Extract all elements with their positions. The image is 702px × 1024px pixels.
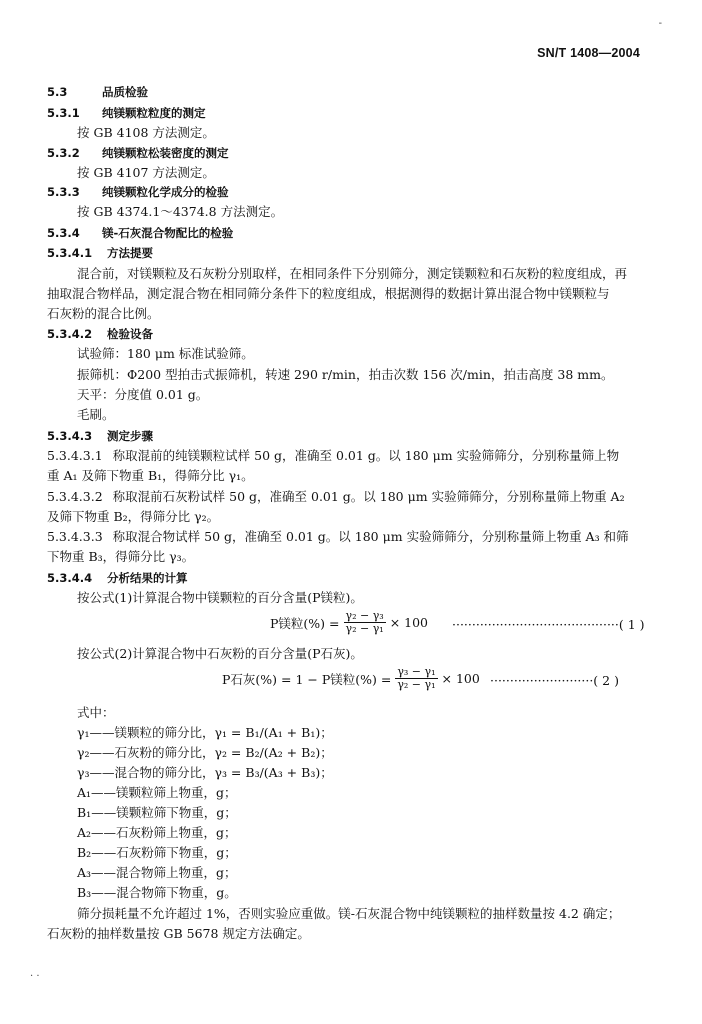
formula-2-number: ··························( 2 ) [490,673,619,688]
definition-item: γ₂——石灰粉的筛分比，γ₂ = B₂/(A₂ + B₂)； [77,745,333,760]
step-5-3-4-3-2: 5.3.4.3.2 称取混前石灰粉试样 50 g，准确至 0.01 g。以 180 μm 实验筛筛分，分别称量筛上物重 A₂ [47,489,625,504]
paragraph-line: 抽取混合物样品，测定混合物在相同筛分条件下的粒度组成，根据测得的数据计算出混合物中镁颗粒与 [47,286,610,301]
step-5-3-4-3-1: 5.3.4.3.1 称取混前的纯镁颗粒试样 50 g，准确至 0.01 g。以 180 μm 实验筛筛分，分别称量筛上物 [47,448,620,463]
definition-item: γ₃——混合物的筛分比，γ₃ = B₃/(A₃ + B₃)； [77,765,333,780]
section-5-3-4-4: 5.3.4.4 分析结果的计算 [47,571,188,585]
step-line: 下物重 B₃，得筛分比 γ₃。 [47,549,195,564]
note-line: 筛分损耗量不允许超过 1%，否则实验应重做。镁-石灰混合物中纯镁颗粒的抽样数量按 4.2 确定； [77,906,621,921]
paragraph-line: 石灰粉的混合比例。 [47,306,160,321]
standard-code-header: SN/T 1408—2004 [537,46,640,60]
equipment-item: 毛刷。 [77,407,115,422]
formula-2-intro: 按公式(2)计算混合物中石灰粉的百分含量(P石灰)。 [77,646,363,661]
equipment-item: 试验筛：180 μm 标准试验筛。 [77,346,254,361]
definition-item: B₃——混合物筛下物重，g。 [77,885,237,900]
where-label: 式中： [77,705,115,720]
step-line: 重 A₁ 及筛下物重 B₁，得筛分比 γ₁。 [47,468,254,483]
definition-item: B₁——镁颗粒筛下物重，g； [77,805,237,820]
section-5-3-2: 5.3.2 纯镁颗粒松装密度的测定 [47,146,229,160]
note-line: 石灰粉的抽样数量按 GB 5678 规定方法确定。 [47,926,310,941]
formula-1: P镁粒(%) = $\frac{\text{γ₂ − γ₃}}{\text{γ₂ − γ₁}}$ × 100 [270,609,428,635]
section-5-3-3: 5.3.3 纯镁颗粒化学成分的检验 [47,185,229,199]
step-line: 及筛下物重 B₂，得筛分比 γ₂。 [47,509,220,524]
section-5-3-4-3: 5.3.4.3 测定步骤 [47,429,153,443]
definition-item: A₂——石灰粉筛上物重，g； [77,825,237,840]
section-5-3-1: 5.3.1 纯镁颗粒粒度的测定 [47,106,206,120]
section-5-3-1-body: 按 GB 4108 方法测定。 [77,125,215,140]
paragraph-line: 混合前，对镁颗粒及石灰粉分别取样，在相同条件下分别筛分，测定镁颗粒和石灰粉的粒度组成，再 [77,266,628,281]
section-5-3-2-body: 按 GB 4107 方法测定。 [77,165,215,180]
formula-1-number: ··········································( 1 ) [452,617,645,632]
section-title: 品质检验 [102,85,148,99]
step-5-3-4-3-3: 5.3.4.3.3 称取混合物试样 50 g，准确至 0.01 g。以 180 μm 实验筛筛分，分别称量筛上物重 A₃ 和筛 [47,529,629,544]
equipment-item: 振筛机：Φ200 型拍击式振筛机，转速 290 r/min，拍击次数 156 次/min，拍击高度 38 mm。 [77,367,614,382]
formula-2: P石灰(%) = 1 − P镁粒(%) = $\frac{\text{γ₃ − γ₁}}{\text{γ₂ − γ₁}}$ × 100 [222,665,480,691]
section-5-3-4-2: 5.3.4.2 检验设备 [47,327,153,341]
section-5-3-4-1: 5.3.4.1 方法提要 [47,246,153,260]
section-5-3-3-body: 按 GB 4374.1～4374.8 方法测定。 [77,204,284,219]
definition-item: B₂——石灰粉筛下物重，g； [77,845,237,860]
definition-item: A₃——混合物筛上物重，g； [77,865,237,880]
formula-2-fraction: $\frac{\text{γ₃ − γ₁}}{\text{γ₂ − γ₁}}$ [397,665,436,691]
equipment-item: 天平：分度值 0.01 g。 [77,387,209,402]
section-5-3: 5.3 品质检验 [47,85,148,99]
formula-1-intro: 按公式(1)计算混合物中镁颗粒的百分含量(P镁粒)。 [77,590,363,605]
definition-item: A₁——镁颗粒筛上物重，g； [77,785,237,800]
scan-mark: - [658,18,662,29]
section-5-3-4: 5.3.4 镁-石灰混合物配比的检验 [47,226,234,240]
scan-mark: . . [30,968,40,979]
formula-1-fraction: $\frac{\text{γ₂ − γ₃}}{\text{γ₂ − γ₁}}$ [345,609,384,635]
definition-item: γ₁——镁颗粒的筛分比，γ₁ = B₁/(A₁ + B₁)； [77,725,333,740]
